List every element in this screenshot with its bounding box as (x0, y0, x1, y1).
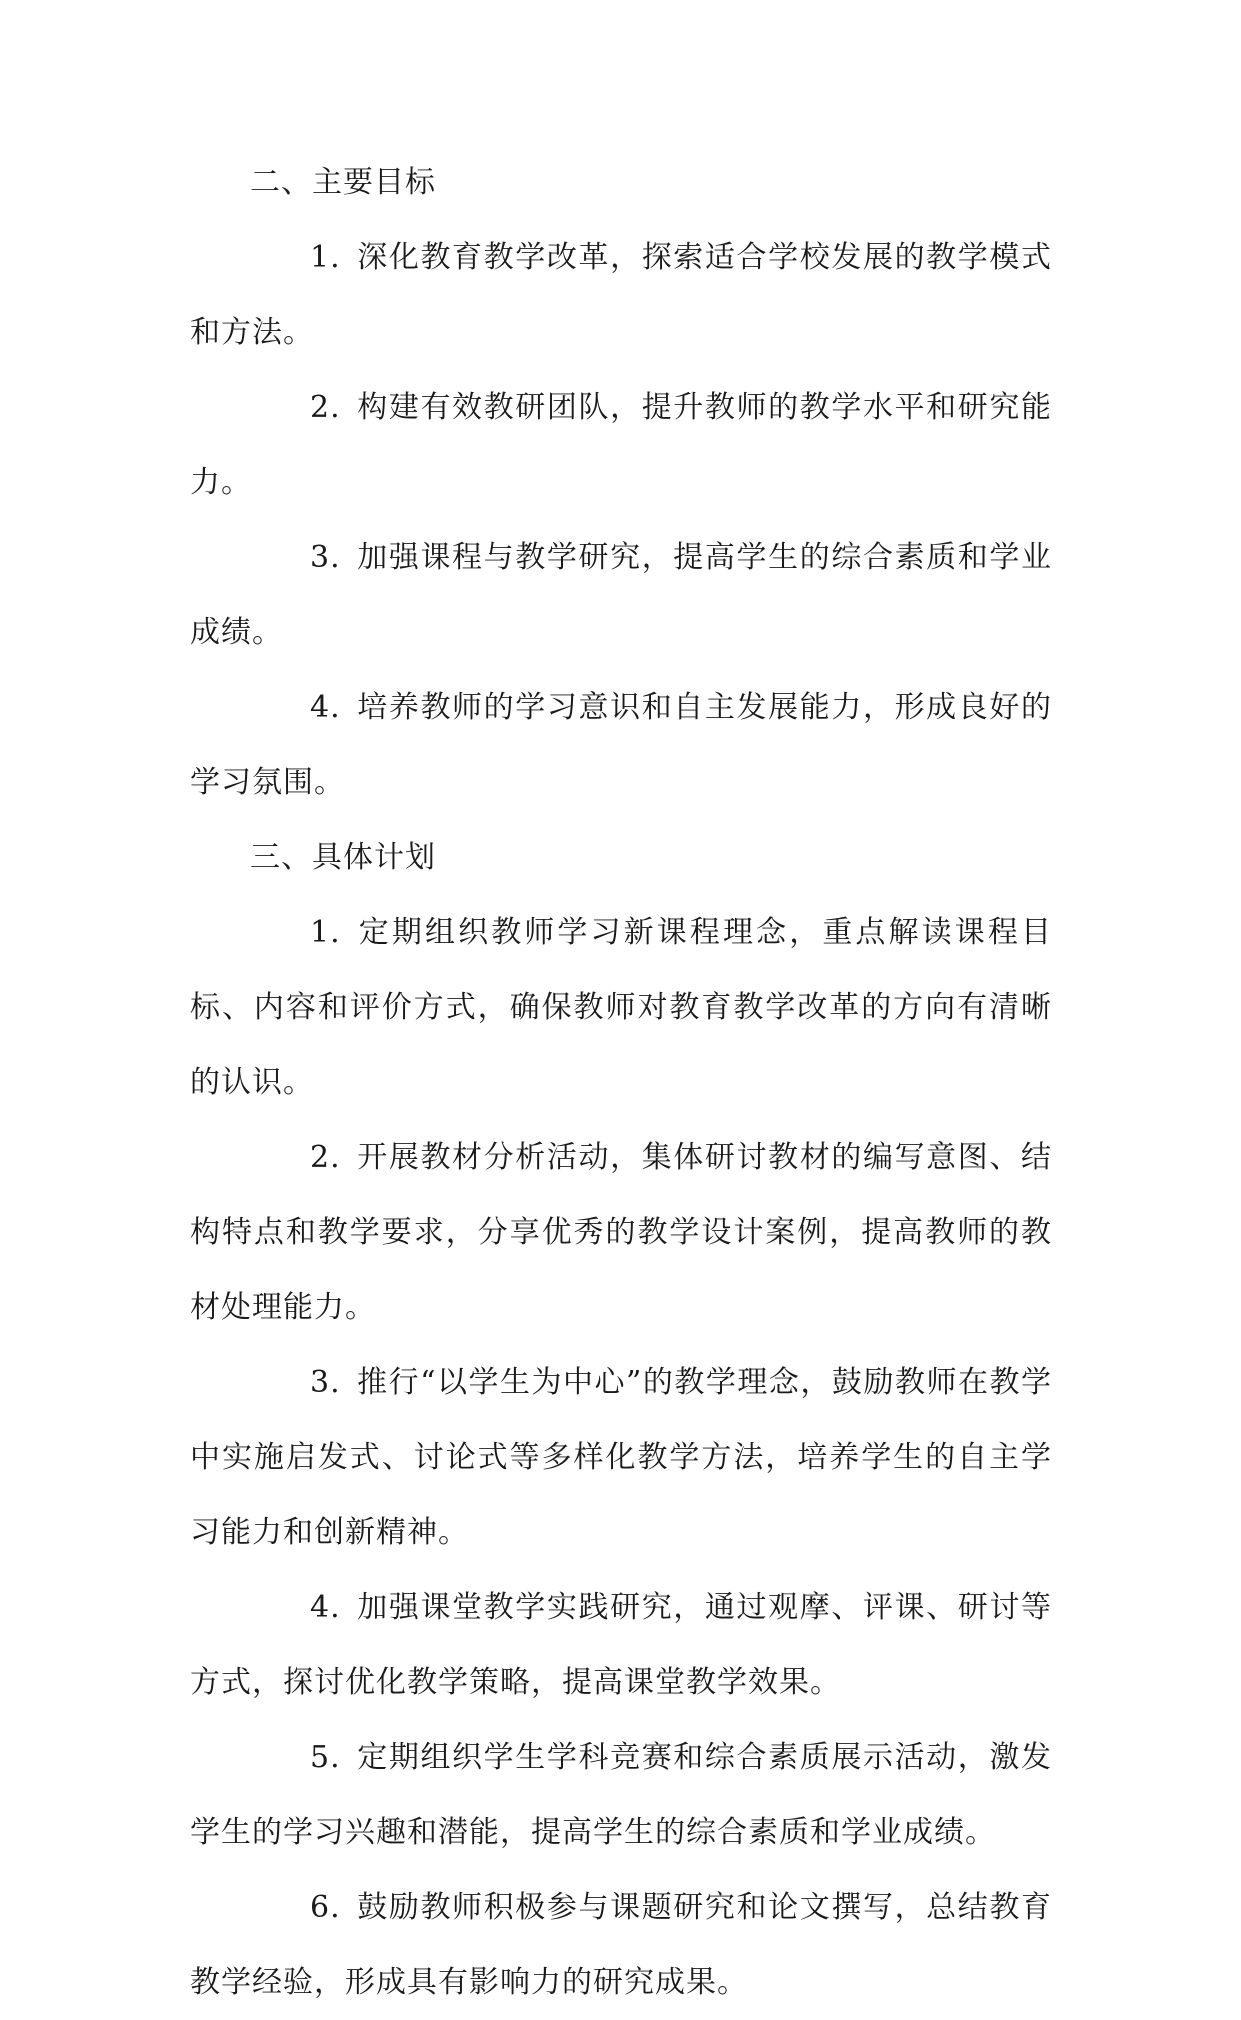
plan-item-4 (190, 1570, 1052, 1720)
item-number: 1. (310, 240, 341, 275)
item-number: 3. (310, 540, 341, 575)
plan-item-3 (190, 1345, 1052, 1570)
goal-item-2 (190, 370, 1052, 520)
section-heading-plan: 三、具体计划 (250, 840, 436, 875)
item-text: 构建有效教研团队，提升教师的教学水平和研究能力。 (190, 390, 1052, 500)
item-number: 2. (310, 1140, 341, 1175)
item-text: 培养教师的学习意识和自主发展能力，形成良好的学习氛围。 (190, 690, 1052, 800)
item-text: 推行“以学生为中心”的教学理念，鼓励教师在教学中实施启发式、讨论式等多样化教学方法，培养学生的自主学习能力和创新精神。 (190, 1365, 1052, 1550)
plan-item-2 (190, 1120, 1052, 1345)
item-text: 加强课程与教学研究，提高学生的综合素质和学业成绩。 (190, 540, 1052, 650)
item-number: 2. (310, 390, 341, 425)
item-text: 鼓励教师积极参与课题研究和论文撰写，总结教育教学经验，形成具有影响力的研究成果。 (190, 1890, 1052, 2000)
section-heading-goals: 二、主要目标 (250, 165, 436, 200)
item-number: 6. (310, 1890, 341, 1925)
plan-item-6 (190, 1870, 1052, 2020)
item-number: 5. (310, 1740, 341, 1775)
document-body (190, 145, 1052, 2020)
item-text: 定期组织学生学科竞赛和综合素质展示活动，激发学生的学习兴趣和潜能，提高学生的综合素质和学业成绩。 (190, 1740, 1052, 1850)
item-number: 3. (310, 1365, 341, 1400)
plan-item-5 (190, 1720, 1052, 1870)
item-number: 1. (310, 915, 341, 950)
item-number: 4. (310, 1590, 341, 1625)
plan-item-1 (190, 895, 1052, 1120)
goal-item-3 (190, 520, 1052, 670)
item-text: 定期组织教师学习新课程理念，重点解读课程目标、内容和评价方式，确保教师对教育教学改革的方向有清晰的认识。 (190, 915, 1052, 1100)
item-number: 4. (310, 690, 341, 725)
item-text: 开展教材分析活动，集体研讨教材的编写意图、结构特点和教学要求，分享优秀的教学设计案例，提高教师的教材处理能力。 (190, 1140, 1052, 1325)
goal-item-4 (190, 670, 1052, 820)
goal-item-1 (190, 220, 1052, 370)
item-text: 加强课堂教学实践研究，通过观摩、评课、研讨等方式，探讨优化教学策略，提高课堂教学效果。 (190, 1590, 1052, 1700)
item-text: 深化教育教学改革，探索适合学校发展的教学模式和方法。 (190, 240, 1052, 350)
